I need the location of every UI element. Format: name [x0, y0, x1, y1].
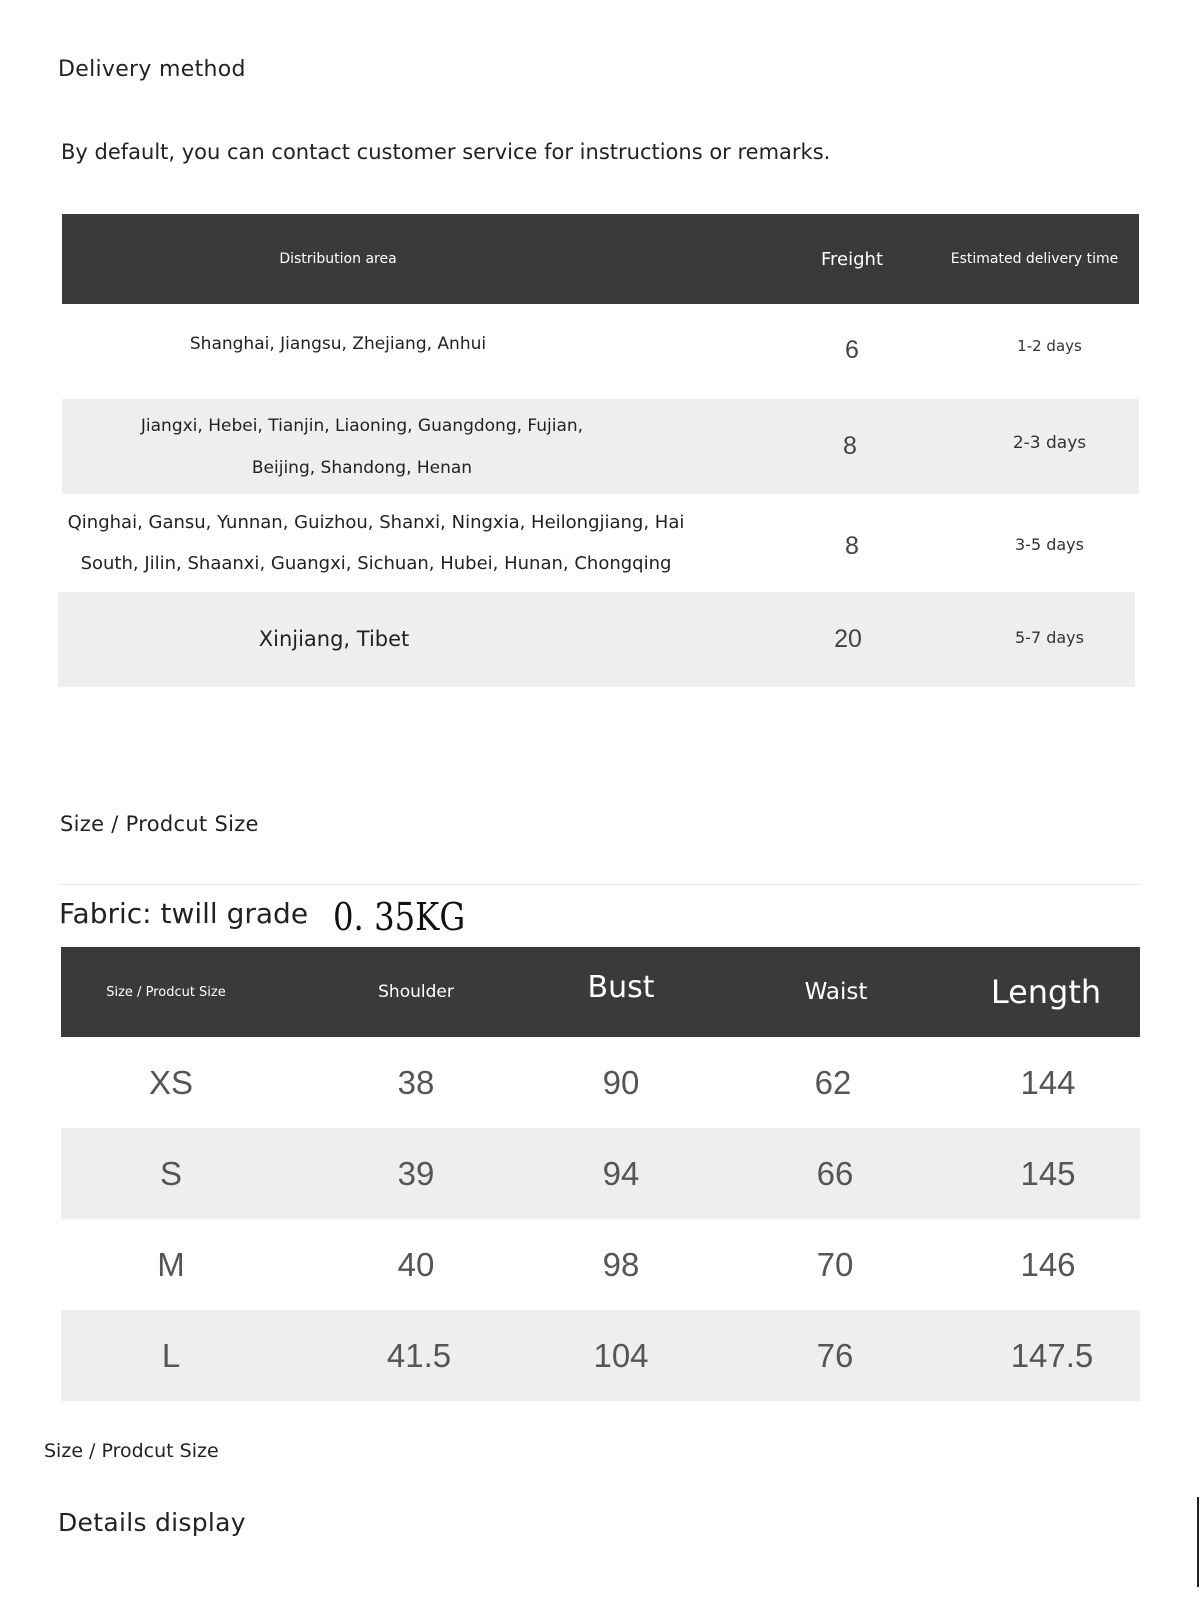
shoulder-value: 38 [397, 1063, 435, 1101]
size-label: XS [148, 1063, 194, 1101]
delivery-time-value: 3-5 days [1015, 534, 1084, 554]
bust-value: 104 [593, 1336, 649, 1374]
size-label: S [159, 1154, 182, 1192]
length-value: 145 [1020, 1154, 1076, 1192]
area-line: Beijing, Shandong, Henan [251, 457, 473, 478]
header-freight: Freight [820, 248, 883, 270]
bust-value: 98 [602, 1245, 640, 1283]
bust-value: 94 [602, 1154, 640, 1192]
area-cell [62, 304, 614, 384]
size-row [61, 1310, 1140, 1401]
freight-value: 20 [834, 625, 862, 653]
freight-value: 8 [845, 531, 859, 560]
area-line: Xinjiang, Tibet [258, 627, 410, 651]
header-distribution-area: Distribution area [279, 251, 397, 267]
size-row [61, 1128, 1140, 1219]
size-heading: Size / Prodcut Size [60, 812, 259, 836]
size-row [61, 1037, 1140, 1128]
delivery-table-header [62, 214, 1139, 304]
edge-divider [1197, 1497, 1199, 1587]
size-label: L [161, 1336, 181, 1374]
delivery-heading: Delivery method [58, 57, 246, 82]
delivery-time-value: 1-2 days [1017, 337, 1082, 355]
delivery-note: By default, you can contact customer service for instructions or remarks. [61, 140, 831, 164]
length-value: 146 [1020, 1245, 1076, 1283]
delivery-row [62, 304, 1139, 399]
header-size: Size / Prodcut Size [106, 984, 226, 1000]
size-label: M [157, 1245, 185, 1283]
size-row [61, 1219, 1140, 1310]
shoulder-value: 39 [397, 1154, 435, 1192]
delivery-time-value: 5-7 days [1015, 627, 1084, 647]
freight-value: 8 [843, 432, 857, 460]
delivery-row [62, 494, 1139, 592]
header-waist: Waist [804, 979, 868, 1005]
area-line: Qinghai, Gansu, Yunnan, Guizhou, Shanxi, Ningxia, Heilongjiang, Hai [67, 512, 685, 533]
waist-value: 70 [816, 1245, 854, 1283]
header-delivery-time: Estimated delivery time [950, 251, 1119, 267]
delivery-time-value: 2-3 days [1012, 433, 1087, 453]
area-line: South, Jilin, Shaanxi, Guangxi, Sichuan, Hubei, Hunan, Chongqing [80, 553, 672, 574]
waist-value: 62 [814, 1063, 852, 1101]
header-length: Length [990, 973, 1102, 1011]
fabric-weight: 0. 35KG [333, 895, 466, 939]
size-footer-label: Size / Prodcut Size [44, 1440, 219, 1462]
header-bust: Bust [587, 969, 655, 1005]
delivery-row [58, 592, 1135, 687]
fabric-label: Fabric: twill grade [59, 897, 309, 930]
size-table-header [61, 947, 1140, 1037]
freight-value: 6 [845, 335, 859, 364]
waist-value: 66 [816, 1154, 854, 1192]
area-cell [58, 592, 610, 687]
delivery-row [62, 399, 1139, 494]
details-heading: Details display [58, 1508, 246, 1537]
area-line: Shanghai, Jiangsu, Zhejiang, Anhui [189, 333, 487, 354]
shoulder-value: 40 [397, 1245, 435, 1283]
length-value: 147.5 [1010, 1336, 1094, 1374]
header-shoulder: Shoulder [378, 982, 454, 1002]
shoulder-value: 41.5 [386, 1336, 452, 1374]
area-cell [62, 399, 662, 494]
length-value: 144 [1020, 1063, 1076, 1101]
bust-value: 90 [602, 1063, 640, 1101]
area-cell [62, 494, 690, 592]
section-divider [60, 884, 1140, 885]
waist-value: 76 [816, 1336, 854, 1374]
area-line: Jiangxi, Hebei, Tianjin, Liaoning, Guangdong, Fujian, [140, 415, 584, 436]
